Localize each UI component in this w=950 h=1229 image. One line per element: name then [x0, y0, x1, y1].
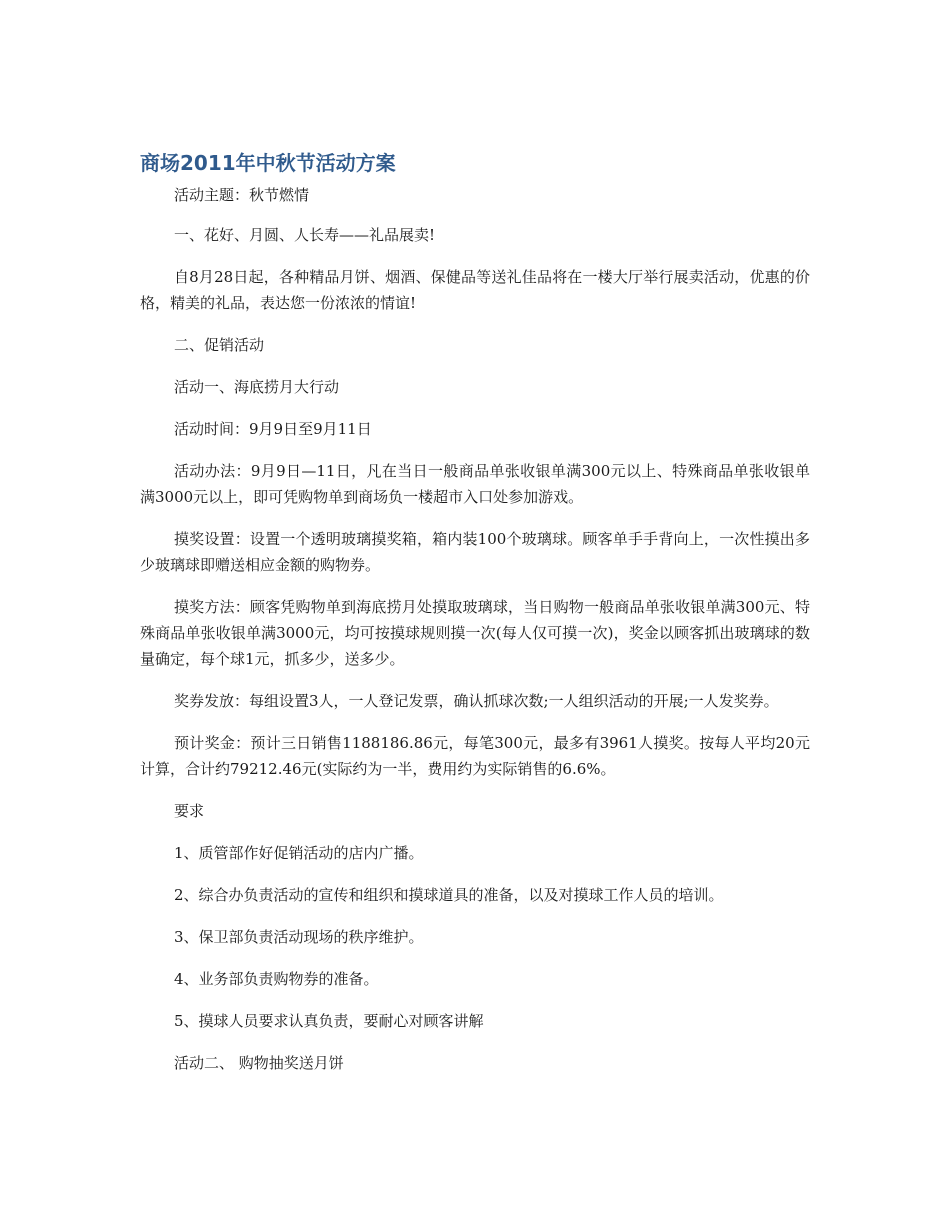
section-promotion-heading: 二、促销活动 [174, 336, 265, 354]
requirement-item: 4、业务部负责购物券的准备。 [174, 970, 379, 988]
requirement-item: 5、摸球人员要求认真负责，要耐心对顾客讲解 [174, 1012, 484, 1030]
requirement-item: 3、保卫部负责活动现场的秩序维护。 [174, 928, 424, 946]
lottery-setup: 摸奖设置：设置一个透明玻璃摸奖箱，箱内装100个玻璃球。顾客单手手背向上，一次性摸出多少玻璃球即赠送相应金额的购物券。 [140, 530, 810, 574]
lottery-method: 摸奖方法：顾客凭购物单到海底捞月处摸取玻璃球，当日购物一般商品单张收银单满300元、特殊商品单张收银单满3000元，均可按摸球规则摸一次(每人仅可摸一次)，奖金以顾客抓出玻璃球的数量确定，每个球1元，抓多少，送多少。 [140, 598, 810, 668]
activity-theme: 活动主题：秋节燃情 [174, 186, 310, 204]
voucher-distribution: 奖券发放：每组设置3人，一人登记发票，确认抓球次数;一人组织活动的开展;一人发奖券。 [174, 692, 779, 710]
estimated-prize: 预计奖金：预计三日销售1188186.86元，每笔300元，最多有3961人摸奖。按每人平均20元计算，合计约79212.46元(实际约为一半，费用约为实际销售的6.6%。 [140, 734, 810, 778]
activity-two-heading: 活动二、 购物抽奖送月饼 [174, 1054, 344, 1072]
requirement-item: 2、综合办负责活动的宣传和组织和摸球道具的准备，以及对摸球工作人员的培训。 [174, 886, 724, 904]
gift-sale-description: 自8月28日起，各种精品月饼、烟酒、保健品等送礼佳品将在一楼大厅举行展卖活动，优惠的价格，精美的礼品，表达您一份浓浓的情谊! [140, 268, 810, 312]
activity-time: 活动时间：9月9日至9月11日 [174, 420, 372, 438]
activity-one-heading: 活动一、海底捞月大行动 [174, 378, 340, 396]
requirement-item: 1、质管部作好促销活动的店内广播。 [174, 844, 424, 862]
activity-method: 活动办法：9月9日—11日，凡在当日一般商品单张收银单满300元以上、特殊商品单张收银单满3000元以上，即可凭购物单到商场负一楼超市入口处参加游戏。 [140, 462, 810, 506]
document-page [140, 148, 810, 1092]
section-gift-sale-heading: 一、花好、月圆、人长寿——礼品展卖! [174, 226, 436, 244]
document-title: 商场2011年中秋节活动方案 [140, 151, 396, 175]
requirements-heading: 要求 [174, 802, 205, 820]
